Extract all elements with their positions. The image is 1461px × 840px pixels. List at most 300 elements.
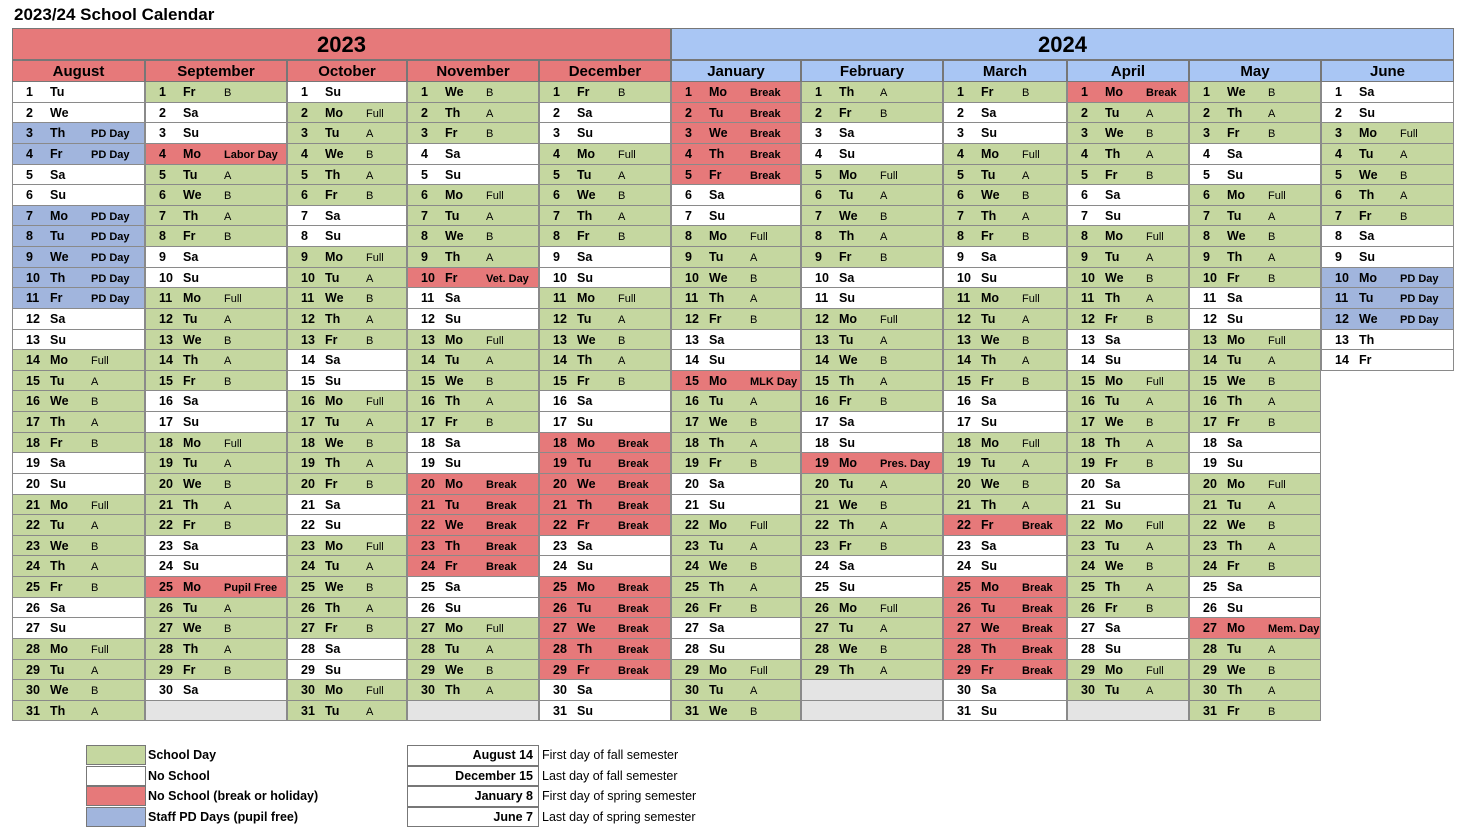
- day-number: 24: [26, 559, 40, 574]
- day-number: 16: [421, 394, 435, 409]
- weekday: We: [445, 85, 464, 99]
- day-code: A: [366, 417, 374, 429]
- day-number: 31: [553, 703, 567, 718]
- weekday: Mo: [981, 580, 1000, 594]
- day-number: 13: [1203, 332, 1217, 347]
- weekday: We: [445, 662, 464, 677]
- weekday: Th: [445, 250, 461, 264]
- weekday: Su: [981, 415, 997, 429]
- day-row: [145, 433, 287, 454]
- day-row: [1189, 144, 1321, 165]
- day-number: 28: [685, 641, 699, 656]
- day-code: B: [618, 334, 626, 347]
- day-code: Full: [224, 293, 242, 306]
- day-row: [12, 144, 145, 165]
- weekday: We: [577, 332, 596, 347]
- day-number: 18: [957, 435, 971, 450]
- weekday: We: [577, 476, 596, 491]
- weekday: Sa: [50, 456, 66, 471]
- day-number: 18: [815, 435, 829, 450]
- day-row: [1189, 226, 1321, 247]
- weekday: Sa: [981, 394, 997, 409]
- day-row: [287, 206, 407, 227]
- weekday: Sa: [183, 538, 199, 553]
- weekday: Tu: [445, 641, 460, 656]
- legend-label: No School (break or holiday): [148, 789, 319, 803]
- weekday: Mo: [839, 167, 858, 182]
- day-code: A: [1268, 396, 1276, 409]
- weekday: Tu: [709, 394, 724, 409]
- day-number: 23: [815, 538, 829, 553]
- weekday: Sa: [183, 683, 199, 698]
- day-row: [671, 206, 801, 227]
- day-number: 28: [301, 641, 315, 656]
- day-number: 22: [421, 518, 435, 533]
- day-row: [801, 103, 943, 124]
- day-code: B: [366, 190, 374, 203]
- day-code: Full: [1146, 520, 1164, 533]
- day-number: 14: [815, 353, 829, 368]
- day-number: 22: [815, 518, 829, 533]
- day-number: 24: [553, 559, 567, 574]
- day-number: 21: [1203, 497, 1217, 512]
- weekday: Th: [445, 105, 461, 120]
- day-number: 17: [301, 415, 315, 429]
- day-number: 28: [815, 641, 829, 656]
- day-number: 28: [159, 641, 173, 656]
- day-code: B: [366, 478, 374, 491]
- day-code: B: [618, 190, 626, 203]
- weekday: Mo: [709, 518, 728, 533]
- day-code: Full: [91, 643, 109, 656]
- day-number: 14: [553, 353, 567, 368]
- day-code: Break: [618, 458, 649, 471]
- weekday: Sa: [839, 270, 855, 285]
- weekday: Sa: [981, 250, 997, 264]
- weekday: Fr: [183, 373, 196, 388]
- weekday: Su: [981, 270, 997, 285]
- weekday: Tu: [50, 518, 65, 533]
- day-number: 13: [159, 332, 173, 347]
- day-row: [407, 309, 539, 330]
- day-number: 26: [159, 600, 173, 615]
- day-row: [1321, 226, 1454, 247]
- day-row: [671, 453, 801, 474]
- weekday: Su: [709, 208, 725, 223]
- day-row: [671, 330, 801, 351]
- day-number: 26: [957, 600, 971, 615]
- day-row: [671, 144, 801, 165]
- day-number: 9: [26, 250, 33, 264]
- day-code: Full: [486, 190, 504, 203]
- day-row: [1067, 680, 1189, 701]
- day-code: Break: [618, 437, 649, 450]
- day-row: [671, 165, 801, 186]
- weekday: Fr: [183, 85, 196, 99]
- day-row: [287, 288, 407, 309]
- day-number: 30: [685, 683, 699, 698]
- month-june: [1321, 60, 1454, 371]
- day-number: 20: [815, 476, 829, 491]
- day-row: [1189, 701, 1321, 722]
- day-number: 23: [421, 538, 435, 553]
- day-code: Full: [1400, 128, 1418, 141]
- day-number: 26: [553, 600, 567, 615]
- day-row: [407, 268, 539, 289]
- day-row: [287, 268, 407, 289]
- day-number: 7: [1081, 208, 1088, 223]
- day-row: [671, 495, 801, 516]
- weekday: Th: [1227, 683, 1243, 698]
- weekday: Mo: [50, 641, 69, 656]
- day-row: [1067, 495, 1189, 516]
- day-row: [1321, 144, 1454, 165]
- day-code: B: [224, 190, 232, 203]
- day-row: [801, 247, 943, 268]
- weekday: Th: [981, 353, 997, 368]
- weekday: We: [50, 394, 69, 409]
- day-code: B: [1022, 334, 1030, 347]
- day-number: 10: [815, 270, 829, 285]
- weekday: Su: [183, 415, 199, 429]
- weekday: Su: [325, 518, 341, 533]
- day-code: Full: [880, 602, 898, 615]
- day-code: A: [91, 664, 99, 677]
- weekday: Sa: [709, 621, 725, 636]
- weekday: Fr: [577, 518, 590, 533]
- day-code: Break: [486, 561, 517, 574]
- weekday: Fr: [981, 662, 994, 677]
- day-row: [539, 350, 671, 371]
- day-row: [539, 103, 671, 124]
- day-row: [539, 474, 671, 495]
- day-row: [1321, 288, 1454, 309]
- day-row: [1189, 433, 1321, 454]
- day-row: [1067, 330, 1189, 351]
- day-row: [1189, 350, 1321, 371]
- weekday: Th: [1105, 146, 1121, 161]
- day-code: B: [91, 582, 99, 594]
- day-number: 31: [685, 703, 699, 718]
- day-row: [407, 82, 539, 103]
- day-row: [145, 247, 287, 268]
- weekday: Mo: [1105, 662, 1124, 677]
- day-row: [1189, 268, 1321, 289]
- day-code: B: [366, 148, 374, 161]
- day-row: [943, 639, 1067, 660]
- weekday: Th: [981, 641, 997, 656]
- day-number: 29: [26, 662, 40, 677]
- weekday: Fr: [50, 580, 63, 594]
- weekday: We: [1227, 373, 1246, 388]
- weekday: Th: [709, 291, 725, 306]
- day-number: 19: [26, 456, 40, 471]
- day-row: [145, 680, 287, 701]
- day-number: 19: [553, 456, 567, 471]
- day-code: A: [1146, 582, 1154, 594]
- day-code: Full: [366, 107, 384, 120]
- weekday: Fr: [709, 456, 722, 471]
- day-code: Pupil Free: [224, 582, 278, 594]
- day-row: [287, 226, 407, 247]
- day-number: 4: [159, 146, 166, 161]
- day-number: 25: [1081, 580, 1095, 594]
- day-number: 19: [301, 456, 315, 471]
- weekday: Mo: [1227, 188, 1246, 203]
- day-number: 7: [159, 208, 166, 223]
- weekday: Fr: [709, 167, 722, 182]
- day-number: 10: [553, 270, 567, 285]
- day-number: 12: [685, 311, 699, 326]
- weekday: Tu: [50, 373, 65, 388]
- day-row: [1189, 103, 1321, 124]
- weekday: We: [325, 291, 344, 306]
- weekday: Tu: [445, 497, 460, 512]
- weekday: Fr: [1105, 311, 1118, 326]
- day-code: B: [1268, 375, 1276, 388]
- day-row: [287, 556, 407, 577]
- key-date-description: First day of spring semester: [542, 789, 697, 803]
- day-number: 15: [1203, 373, 1217, 388]
- weekday: Fr: [1359, 208, 1372, 223]
- weekday: We: [839, 353, 858, 368]
- day-code: Break: [618, 520, 649, 533]
- day-row: [287, 453, 407, 474]
- weekday: Mo: [325, 105, 344, 120]
- day-number: 11: [159, 291, 173, 306]
- month-header: October: [287, 60, 407, 82]
- day-code: B: [1022, 231, 1030, 244]
- day-code: B: [880, 107, 888, 120]
- day-row: [1189, 165, 1321, 186]
- day-code: Break: [618, 643, 649, 656]
- day-row: [801, 165, 943, 186]
- weekday: Sa: [325, 353, 341, 368]
- day-code: B: [366, 623, 374, 636]
- day-number: 7: [815, 208, 822, 223]
- weekday: Tu: [577, 600, 592, 615]
- day-code: MLK Day: [750, 375, 798, 388]
- weekday: Tu: [1227, 208, 1242, 223]
- weekday: Mo: [183, 435, 202, 450]
- day-row: [671, 701, 801, 722]
- legend-swatch: [86, 786, 146, 806]
- weekday: Fr: [445, 415, 458, 429]
- day-number: 1: [957, 85, 964, 99]
- day-row: [145, 391, 287, 412]
- day-code: Full: [366, 540, 384, 553]
- day-number: 17: [815, 415, 829, 429]
- day-row: [1067, 556, 1189, 577]
- day-number: 30: [26, 683, 40, 698]
- day-number: 11: [957, 291, 971, 306]
- day-number: 7: [1203, 208, 1210, 223]
- day-number: 2: [553, 105, 560, 120]
- empty-cell: [801, 680, 943, 701]
- day-number: 11: [815, 291, 829, 306]
- day-row: [1189, 598, 1321, 619]
- day-row: [145, 268, 287, 289]
- day-number: 17: [1203, 415, 1217, 429]
- day-row: [671, 536, 801, 557]
- day-row: [539, 618, 671, 639]
- weekday: Su: [445, 311, 461, 326]
- day-code: A: [224, 602, 232, 615]
- day-row: [12, 577, 145, 598]
- day-number: 1: [159, 85, 166, 99]
- day-code: A: [1146, 437, 1154, 450]
- day-number: 25: [553, 580, 567, 594]
- day-row: [407, 165, 539, 186]
- day-row: [407, 371, 539, 392]
- weekday: We: [577, 188, 596, 203]
- day-number: 9: [1335, 250, 1342, 264]
- day-row: [12, 309, 145, 330]
- day-row: [1189, 288, 1321, 309]
- day-row: [287, 391, 407, 412]
- day-number: 15: [815, 373, 829, 388]
- day-row: [671, 680, 801, 701]
- day-code: A: [366, 169, 374, 182]
- day-row: [1189, 515, 1321, 536]
- day-number: 11: [1203, 291, 1217, 306]
- weekday: Tu: [839, 188, 854, 203]
- day-code: A: [1146, 148, 1154, 161]
- day-row: [407, 639, 539, 660]
- day-number: 14: [1081, 353, 1095, 368]
- day-code: B: [1268, 705, 1276, 718]
- day-row: [407, 288, 539, 309]
- weekday: Su: [981, 559, 997, 574]
- day-row: [145, 330, 287, 351]
- day-row: [671, 660, 801, 681]
- month-october: [287, 60, 407, 721]
- month-header: September: [145, 60, 287, 82]
- day-row: [943, 123, 1067, 144]
- day-number: 13: [957, 332, 971, 347]
- weekday: Tu: [1359, 291, 1374, 306]
- day-row: [539, 453, 671, 474]
- day-number: 26: [1081, 600, 1095, 615]
- day-code: B: [91, 540, 99, 553]
- day-number: 4: [1081, 146, 1088, 161]
- weekday: Sa: [1105, 188, 1121, 203]
- day-row: [407, 680, 539, 701]
- day-code: A: [91, 375, 99, 388]
- day-row: [801, 618, 943, 639]
- day-row: [801, 536, 943, 557]
- day-row: [287, 515, 407, 536]
- day-row: [671, 433, 801, 454]
- day-number: 27: [421, 621, 435, 636]
- day-code: B: [880, 396, 888, 409]
- day-row: [1321, 247, 1454, 268]
- weekday: Fr: [1105, 600, 1118, 615]
- day-code: Break: [486, 520, 517, 533]
- weekday: Tu: [1105, 683, 1120, 698]
- day-code: B: [224, 478, 232, 491]
- month-header: June: [1321, 60, 1454, 82]
- day-code: A: [880, 190, 888, 203]
- day-number: 21: [301, 497, 315, 512]
- day-number: 13: [1081, 332, 1095, 347]
- day-number: 11: [1081, 291, 1095, 306]
- weekday: We: [325, 580, 344, 594]
- day-number: 27: [1081, 621, 1095, 636]
- day-code: B: [1146, 272, 1154, 285]
- day-row: [1189, 247, 1321, 268]
- day-code: A: [366, 602, 374, 615]
- day-row: [1067, 268, 1189, 289]
- day-code: A: [1146, 252, 1154, 264]
- day-number: 16: [1081, 394, 1095, 409]
- day-number: 1: [815, 85, 822, 99]
- day-number: 27: [26, 621, 40, 636]
- weekday: Mo: [325, 538, 344, 553]
- day-row: [671, 123, 801, 144]
- weekday: Tu: [1105, 250, 1120, 264]
- day-row: [801, 288, 943, 309]
- day-code: A: [1268, 210, 1276, 223]
- day-code: Full: [1268, 478, 1286, 491]
- day-number: 31: [1203, 703, 1217, 718]
- weekday: Sa: [445, 580, 461, 594]
- day-row: [287, 536, 407, 557]
- day-row: [943, 288, 1067, 309]
- day-code: B: [1146, 417, 1154, 429]
- weekday: Fr: [577, 85, 590, 99]
- day-row: [1067, 536, 1189, 557]
- day-number: 14: [159, 353, 173, 368]
- weekday: Sa: [981, 683, 997, 698]
- weekday: Sa: [981, 105, 997, 120]
- day-row: [539, 123, 671, 144]
- weekday: Mo: [445, 332, 464, 347]
- day-row: [287, 144, 407, 165]
- day-number: 23: [1081, 538, 1095, 553]
- day-number: 31: [301, 703, 315, 718]
- weekday: Mo: [709, 662, 728, 677]
- day-number: 19: [159, 456, 173, 471]
- day-number: 6: [159, 188, 166, 203]
- day-code: Break: [750, 128, 781, 141]
- weekday: Mo: [981, 146, 1000, 161]
- day-number: 14: [421, 353, 435, 368]
- day-row: [12, 412, 145, 433]
- day-number: 25: [685, 580, 699, 594]
- day-code: B: [366, 293, 374, 306]
- day-number: 5: [553, 167, 560, 182]
- day-number: 1: [26, 85, 33, 99]
- day-number: 14: [301, 353, 315, 368]
- day-row: [287, 701, 407, 722]
- weekday: Fr: [50, 291, 63, 306]
- day-row: [1067, 226, 1189, 247]
- day-code: B: [1268, 417, 1276, 429]
- weekday: We: [1227, 662, 1246, 677]
- day-code: Full: [91, 499, 109, 512]
- weekday: We: [325, 146, 344, 161]
- day-number: 25: [301, 580, 315, 594]
- day-number: 4: [421, 146, 428, 161]
- day-number: 18: [26, 435, 40, 450]
- day-row: [12, 226, 145, 247]
- day-row: [943, 474, 1067, 495]
- weekday: We: [1105, 126, 1124, 141]
- day-row: [145, 350, 287, 371]
- day-row: [1321, 103, 1454, 124]
- day-number: 3: [957, 126, 964, 141]
